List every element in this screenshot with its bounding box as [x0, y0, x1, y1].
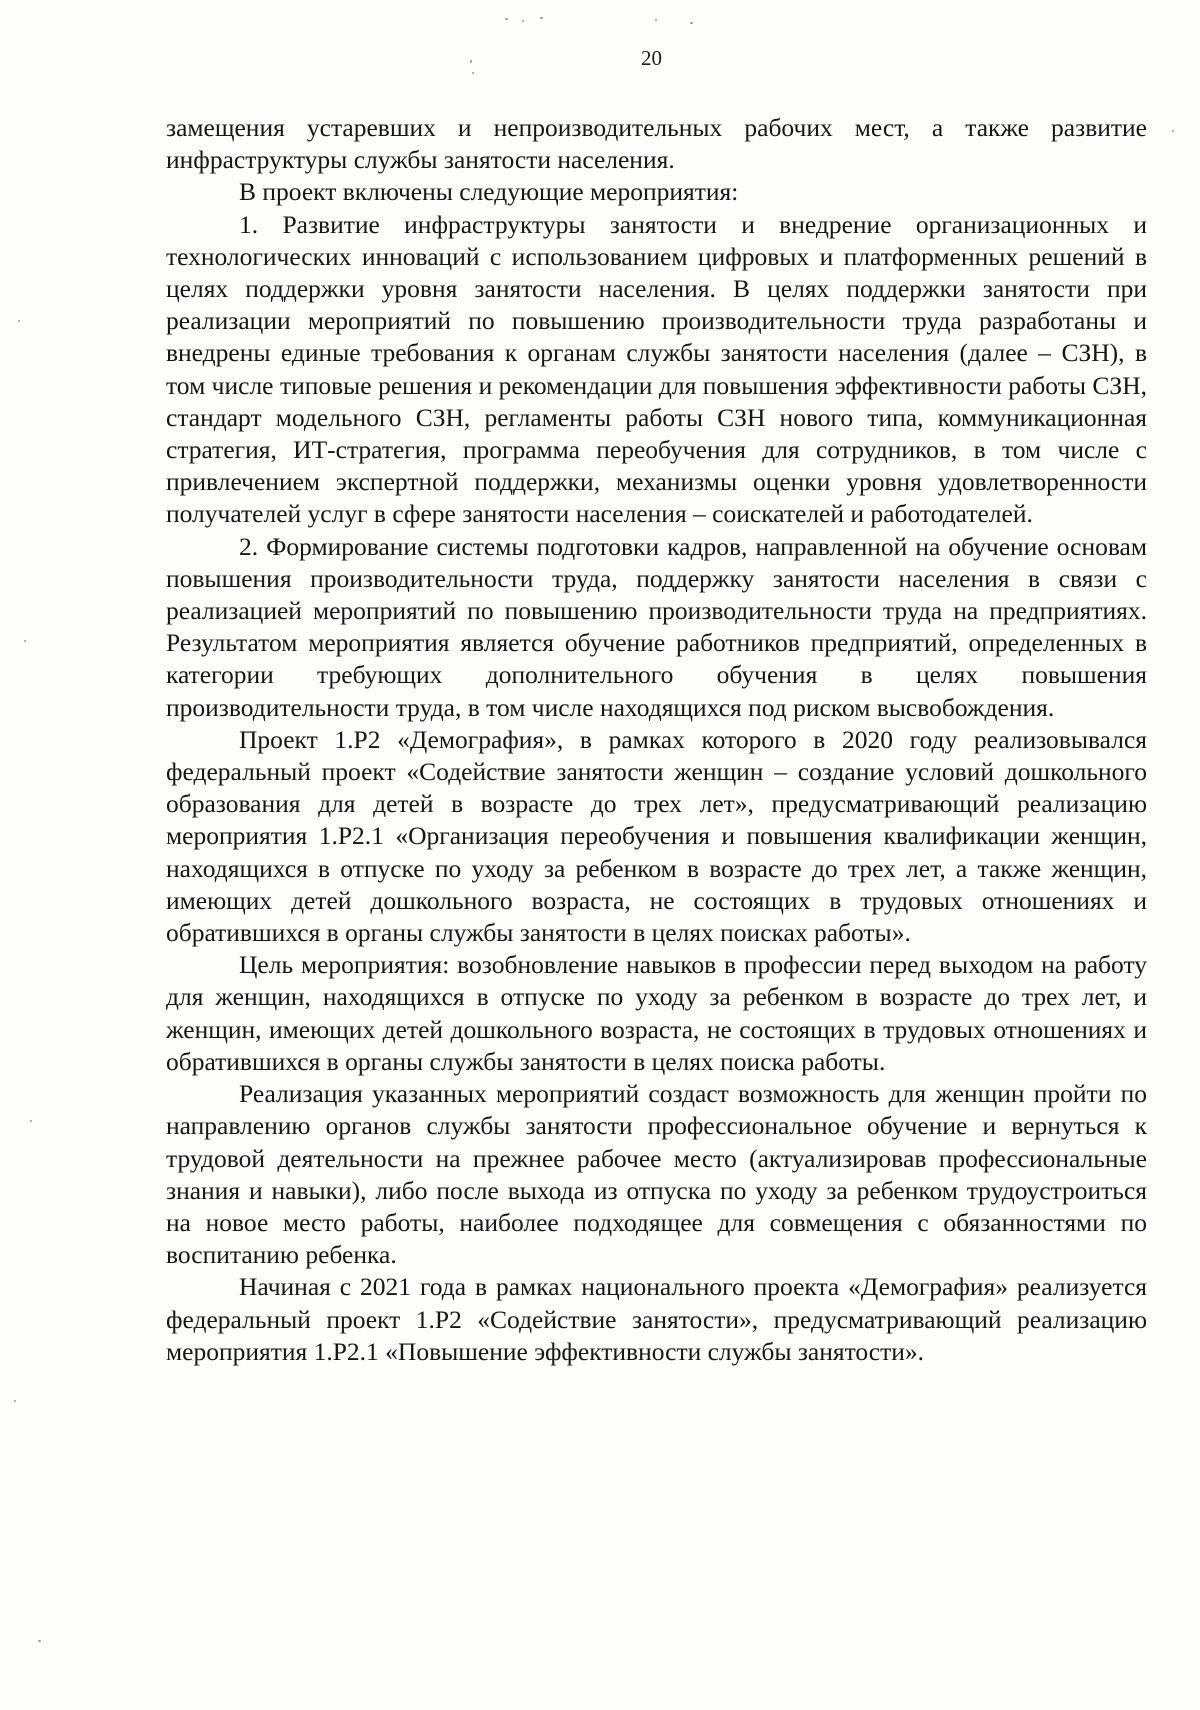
paragraph-item-1: 1. Развитие инфраструктуры занятости и внедрение организационных и технологических инноваций с использованием цифровых и платформенных решений в целях поддержки уровня занятости населения. В целях поддержки занятости при реализации мероприятий по повышению производительности труда разработаны и внедрены единые требования к органам службы занятости населения (далее – СЗН), в том числе типовые решения и рекомендации для повышения эффективности работы СЗН, стандарт модельного СЗН, регламенты работы СЗН нового типа, коммуникационная стратегия, ИТ-стратегия, программа переобучения для сотрудников, в том числе с привлечением экспертной поддержки, механизмы оценки уровня удовлетворенности получателей услуг в сфере занятости населения – соискателей и работодателей.: [166, 209, 1147, 529]
scan-speck: [1172, 130, 1174, 132]
paragraph-project-demography: Проект 1.P2 «Демография», в рамках которого в 2020 году реализовывался федеральный проект «Содействие занятости женщин – создание условий дошкольного образования для детей в возрасте до трех лет», предусматривающий реализацию мероприятия 1.P2.1 «Организация переобучения и повышения квалификации женщин, находящихся в отпуске по уходу за ребенком в возрасте до трех лет, а также женщин, имеющих детей дошкольного возраста, не состоящих в трудовых отношениях и обратившихся в органы службы занятости в целях поисках работы».: [166, 724, 1147, 948]
scan-speck: [14, 1400, 16, 1402]
scan-speck: [24, 640, 26, 642]
scan-speck: [690, 22, 693, 24]
paragraph-item-2: 2. Формирование системы подготовки кадров, направленной на обучение основам повышения производительности труда, поддержку занятости населения в связи с реализацией мероприятий по повышению производительности труда на предприятиях. Результатом мероприятия является обучение работников предприятий, определенных в категории требующих дополнительного обучения в целях повышения производительности труда, в том числе находящихся под риском высвобождения.: [166, 531, 1147, 722]
scan-speck: [522, 20, 524, 22]
paragraph-implementation: Реализация указанных мероприятий создаст возможность для женщин пройти по направлению органов службы занятости профессиональное обучение и вернуться к трудовой деятельности на прежнее рабочее место (актуализировав профессиональные знания и навыки), либо после выхода из отпуска по уходу за ребенком трудоустроиться на новое место работы, наиболее подходящее для совмещения с обязанностями по воспитанию ребенка.: [166, 1079, 1147, 1270]
scan-speck: [505, 18, 508, 20]
paragraph-intro: В проект включены следующие мероприятия:: [239, 177, 739, 207]
scan-speck: [655, 19, 657, 21]
scan-speck: [30, 1120, 32, 1122]
scan-speck: [38, 1640, 41, 1642]
scan-speck: [540, 17, 543, 19]
scan-speck: [472, 72, 474, 74]
scan-speck: [18, 320, 20, 322]
paragraph-goal: Цель мероприятия: возобновление навыков в профессии перед выходом на работу для женщин, находящихся в отпуске по уходу за ребенком в возрасте до трех лет, и женщин, имеющих детей дошкольного возраста, не состоящих в трудовых отношениях и обратившихся в органы службы занятости в целях поиска работы.: [166, 950, 1147, 1076]
paragraph-continuation: замещения устаревших и непроизводительных рабочих мест, а также развитие инфраструктуры службы занятости населения.: [166, 113, 1147, 175]
document-body: [166, 112, 1147, 1368]
scan-speck: [470, 60, 472, 63]
page-number: 20: [641, 46, 662, 70]
paragraph-2021: Начиная с 2021 года в рамках национального проекта «Демография» реализуется федеральный проект 1.P2 «Содействие занятости», предусматривающий реализацию мероприятия 1.P2.1 «Повышение эффективности службы занятости».: [166, 1272, 1147, 1366]
